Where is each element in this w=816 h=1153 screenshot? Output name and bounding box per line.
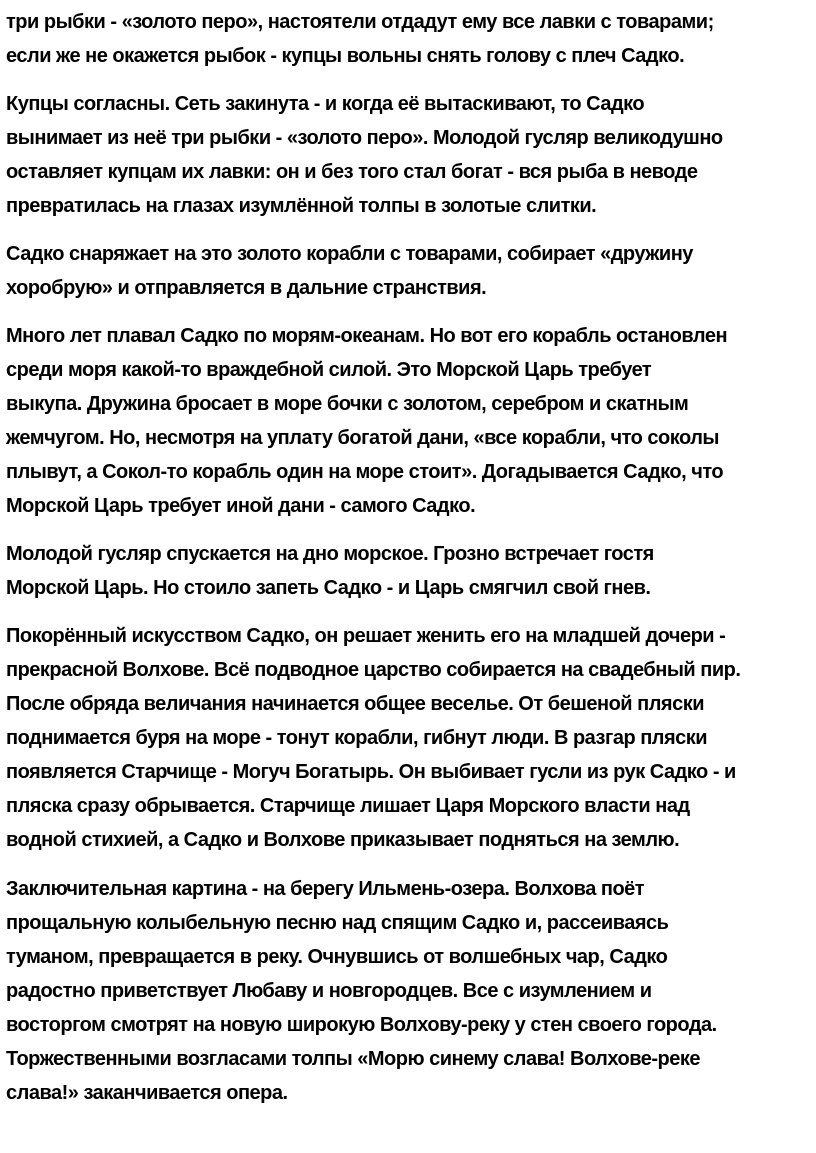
text-line: три рыбки - «золото перо», настоятели отдадут ему все лавки с товарами; bbox=[6, 11, 714, 33]
text-line: Купцы согласны. Сеть закинута - и когда её вытаскивают, то Садко bbox=[6, 93, 645, 115]
text-line: Садко снаряжает на это золото корабли с товарами, собирает «дружину bbox=[6, 243, 693, 265]
text-line: выкупа. Дружина бросает в море бочки с золотом, серебром и скатным bbox=[6, 393, 689, 415]
paragraph-5 bbox=[6, 537, 814, 605]
text-line: Заключительная картина - на берегу Ильмень-озера. Волхова поёт bbox=[6, 878, 645, 900]
text-line: Много лет плавал Садко по морям-океанам. Но вот его корабль остановлен bbox=[6, 325, 728, 347]
text-line: вынимает из неё три рыбки - «золото перо». Молодой гусляр великодушно bbox=[6, 127, 723, 149]
paragraph-7 bbox=[6, 872, 814, 1110]
text-line: туманом, превращается в реку. Очнувшись от волшебных чар, Садко bbox=[6, 946, 668, 968]
text-line: пляска сразу обрывается. Старчище лишает Царя Морского власти над bbox=[6, 795, 690, 817]
text-line: Молодой гусляр спускается на дно морское. Грозно встречает гостя bbox=[6, 543, 654, 565]
text-line: восторгом смотрят на новую широкую Волхову-реку у стен своего города. bbox=[6, 1014, 717, 1036]
text-line: После обряда величания начинается общее веселье. От бешеной пляски bbox=[6, 693, 705, 715]
paragraph-6 bbox=[6, 619, 814, 857]
text-line: если же не окажется рыбок - купцы вольны снять голову с плеч Садко. bbox=[6, 45, 685, 67]
text-line: превратилась на глазах изумлённой толпы в золотые слитки. bbox=[6, 195, 597, 217]
paragraph-3 bbox=[6, 237, 814, 305]
paragraph-1 bbox=[6, 5, 814, 73]
text-line: появляется Старчище - Могуч Богатырь. Он выбивает гусли из рук Садко - и bbox=[6, 761, 736, 783]
text-line: радостно приветствует Любаву и новгородцев. Все с изумлением и bbox=[6, 980, 652, 1002]
paragraph-2 bbox=[6, 87, 814, 223]
text-line: водной стихией, а Садко и Волхове приказывает подняться на землю. bbox=[6, 829, 680, 851]
text-line: слава!» заканчивается опера. bbox=[6, 1082, 288, 1104]
text-line: Морской Царь требует иной дани - самого Садко. bbox=[6, 495, 476, 517]
text-line: среди моря какой-то враждебной силой. Это Морской Царь требует bbox=[6, 359, 652, 381]
text-line: прощальную колыбельную песню над спящим Садко и, рассеиваясь bbox=[6, 912, 669, 934]
text-line: Морской Царь. Но стоило запеть Садко - и Царь смягчил свой гнев. bbox=[6, 577, 651, 599]
text-line: прекрасной Волхове. Всё подводное царство собирается на свадебный пир. bbox=[6, 659, 741, 681]
text-line: оставляет купцам их лавки: он и без того стал богат - вся рыба в неводе bbox=[6, 161, 698, 183]
text-line: поднимается буря на море - тонут корабли, гибнут люди. В разгар пляски bbox=[6, 727, 708, 749]
text-line: Торжественными возгласами толпы «Морю синему слава! Волхове-реке bbox=[6, 1048, 700, 1070]
text-line: Покорённый искусством Садко, он решает женить его на младшей дочери - bbox=[6, 625, 726, 647]
paragraph-4 bbox=[6, 319, 814, 523]
text-line: хоробрую» и отправляется в дальние странствия. bbox=[6, 277, 487, 299]
text-line: плывут, а Сокол-то корабль один на море стоит». Догадывается Садко, что bbox=[6, 461, 724, 483]
text-line: жемчугом. Но, несмотря на уплату богатой дани, «все корабли, что соколы bbox=[6, 427, 719, 449]
